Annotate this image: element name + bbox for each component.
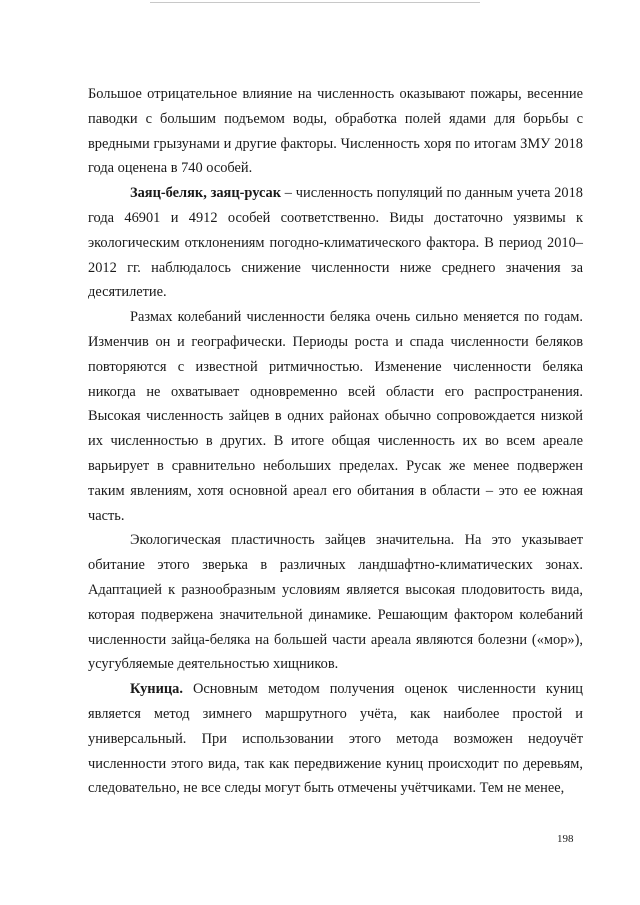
scan-top-edge-line <box>150 2 480 3</box>
paragraph-text: Большое отрицательное влияние на численность оказывают пожары, весенние паводки с большим подъемом воды, обработка полей ядами для борьбы с вредными грызунами и другие факторы. Численность хоря по итогам ЗМУ 2018 года оценена в 740 особей. <box>88 86 583 177</box>
page-number: 198 <box>557 833 574 845</box>
paragraph-marten <box>88 677 583 801</box>
paragraph-text: Основным методом получения оценок численности куниц является метод зимнего маршрутного учёта, как наиболее простой и универсальный. При использовании этого метода возможен недоучёт численности этого вида, так как передвижение куниц происходит по деревьям, следовательно, не все следы могут быть отмечены учётчиками. Тем не менее, <box>88 681 583 797</box>
paragraph-text: Экологическая пластичность зайцев значительна. На это указывает обитание этого зверька в различных ландшафтно-климатических зонах. Адаптацией к разнообразным условиям является высокая плодовитость вида, которая подвержена значительной динамике. Решающим фактором колебаний численности зайца-беляка на большей части ареала являются болезни («мор»), усугубляемые деятельностью хищников. <box>88 532 583 673</box>
paragraph-ecological-plasticity <box>88 528 583 677</box>
paragraph-ferret-factors <box>88 82 583 181</box>
paragraph-hare-fluctuations <box>88 305 583 528</box>
paragraph-text: Размах колебаний численности беляка очень сильно меняется по годам. Изменчив он и географически. Периоды роста и спада численности беляков повторяются с известной ритмичностью. Изменение численности беляка никогда не охватывает одновременно всей области его распространения. Высокая численность зайцев в одних районах обычно сопровождается низкой их численностью в других. В итоге общая численность их во всем ареале варьирует в сравнительно небольших пределах. Русак же менее подвержен таким явлениям, хотя основной ареал его обитания в области – это ее южная часть. <box>88 309 583 524</box>
paragraph-heading-marten: Куница. <box>130 681 183 698</box>
paragraph-text: – численность популяций по данным учета 2018 года 46901 и 4912 особей соответственно. Виды достаточно уязвимы к экологическим отклонениям погодно-климатического фактора. В период 2010–2012 гг. наблюдалось снижение численности ниже среднего значения за десятилетие. <box>88 185 583 301</box>
document-body <box>88 82 583 801</box>
paragraph-hares <box>88 181 583 305</box>
paragraph-heading-hares: Заяц-беляк, заяц-русак <box>130 185 282 202</box>
